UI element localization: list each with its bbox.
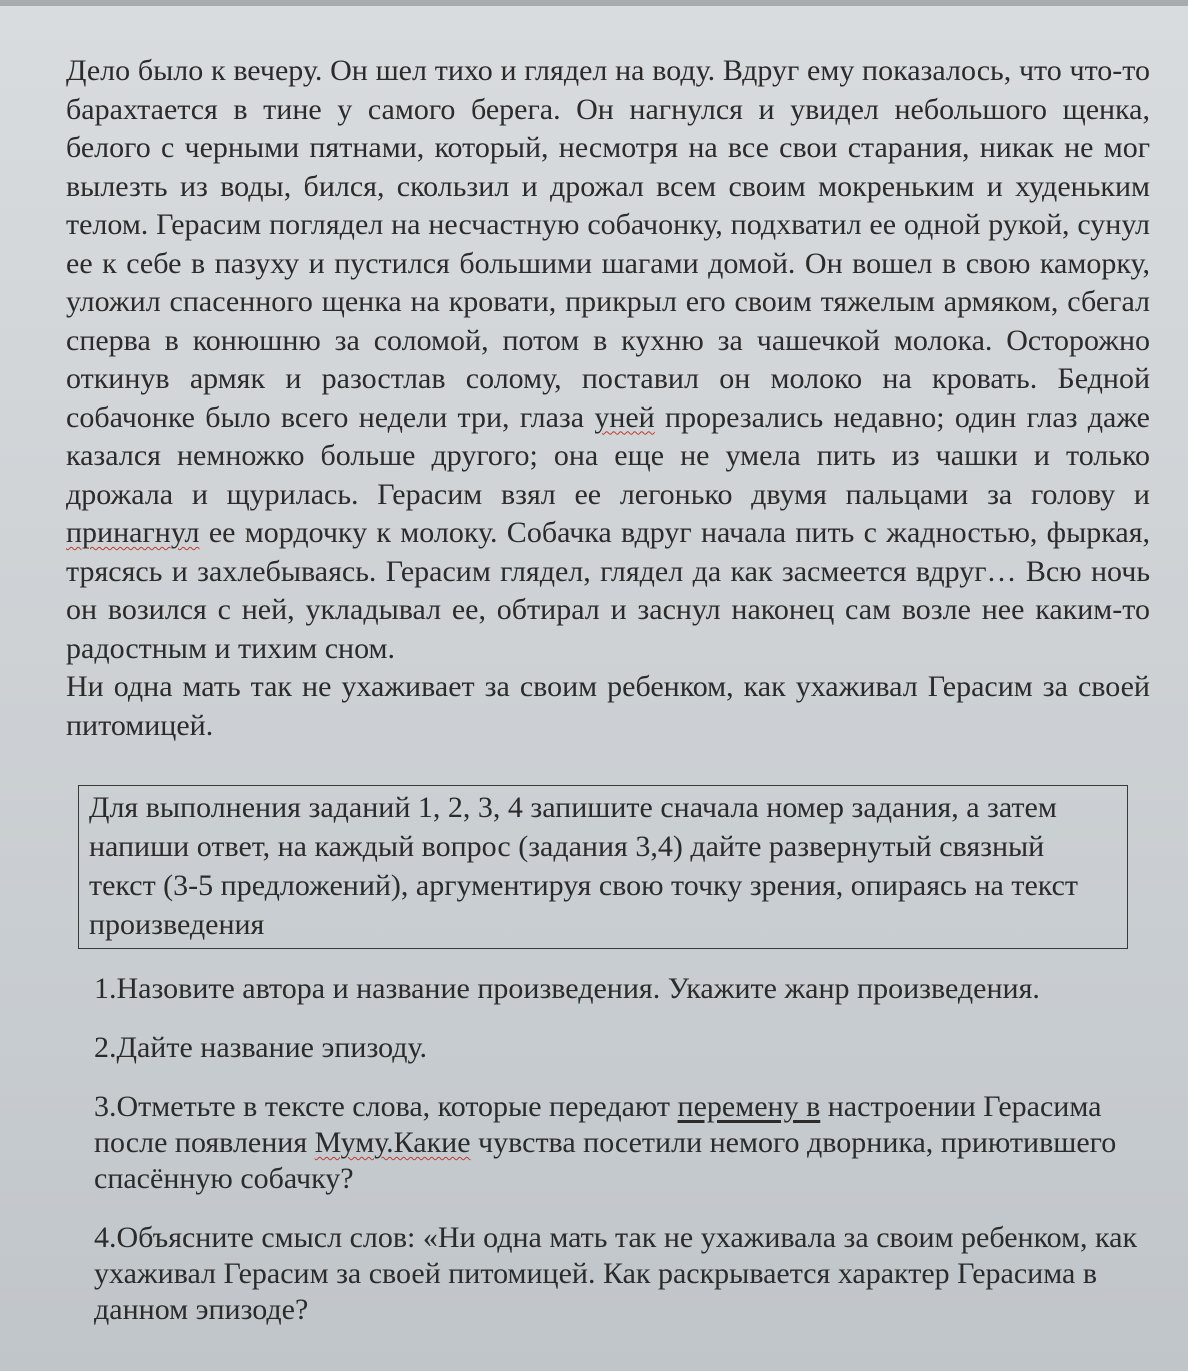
question-2: 2.Дайте название эпизоду. <box>94 1031 428 1064</box>
document-page <box>66 52 1150 1351</box>
question-3-part-3: чувства посетили немого дворника, приютившего спасённую собачку? <box>94 1126 1117 1195</box>
story-text-part-2: прорезались недавно; один глаз даже казался немножко больше другого; она еще не умела пить из чашки и только дрожала и щурилась. Герасим взял ее легонько двумя пальцами за голову и <box>66 400 1150 511</box>
misspelled-word: Муму.Какие <box>314 1126 471 1159</box>
question-1: 1.Назовите автора и название произведения. Укажите жанр произведения. <box>94 972 1040 1005</box>
question-3 <box>94 1089 1150 1197</box>
misspelled-word: уней <box>594 400 655 434</box>
question-4: 4.Объясните смысл слов: «Ни одна мать так не ухаживала за своим ребенком, как ухаживал Герасим за своей питомицей. Как раскрывается характер Герасима в данном эпизоде? <box>94 1221 1138 1326</box>
story-text-part-3: ее мордочку к молоку. Собачка вдруг начала пить с жадностью, фыркая, трясясь и захлебываясь. Герасим глядел, глядел да как засмеется вдруг… Всю ночь он возился с ней, укладывал ее, обтирал и заснул наконец сам возле нее каким-то радостным и тихим сном. <box>66 516 1150 665</box>
top-edge-strip <box>0 0 1188 6</box>
story-text <box>66 52 1150 745</box>
instructions-box <box>78 785 1128 949</box>
story-paragraph-1 <box>66 52 1150 668</box>
question-3-part-1: 3.Отметьте в тексте слова, которые передают <box>94 1090 678 1123</box>
questions-list <box>94 971 1150 1328</box>
instructions-text: Для выполнения заданий 1, 2, 3, 4 запишите сначала номер задания, а затем напиши ответ, на каждый вопрос (задания 3,4) дайте развернутый связный текст (3-5 предложений), аргументируя свою точку зрения, опираясь на текст произведения <box>89 791 1079 941</box>
question-3-part-2: настроении Герасима после появления <box>94 1090 1102 1159</box>
story-paragraph-2: Ни одна мать так не ухаживает за своим ребенком, как ухаживал Герасим за своей питомицей. <box>66 670 1150 742</box>
story-text-part-1: Дело было к вечеру. Он шел тихо и глядел на воду. Вдруг ему показалось, что что-то барахтается в тине у самого берега. Он нагнулся и увидел небольшого щенка, белого с черными пятнами, который, несмотря на все свои старания, никак не мог вылезть из воды, бился, скользил и дрожал всем своим мокреньким и худеньким телом. Герасим поглядел на несчастную собачонку, подхватил ее одной рукой, сунул ее к себе в пазуху и пустился большими шагами домой. Он вошел в свою каморку, уложил спасенного щенка на кровати, прикрыл его своим тяжелым армяком, сбегал сперва в конюшню за соломой, потом в кухню за чашечкой молока. Осторожно откинув армяк и разостлав солому, поставил он молоко на кровать. Бедной собачонке было всего недели три, глаза <box>66 54 1150 434</box>
underlined-phrase: перемену в <box>677 1090 821 1123</box>
misspelled-word: принагнул <box>66 516 200 549</box>
